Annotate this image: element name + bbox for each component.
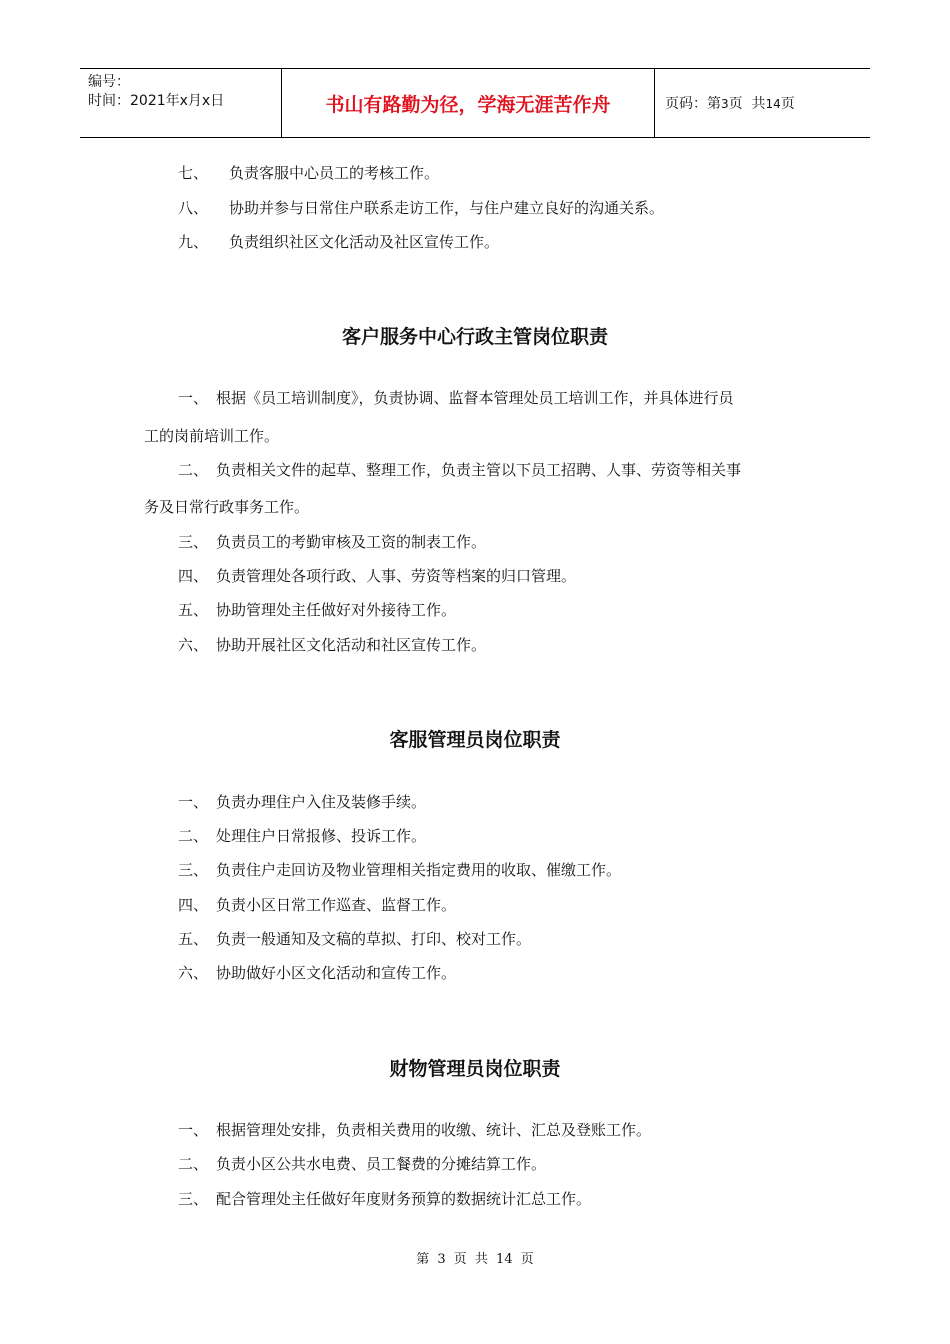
list-item: 六、 协助开展社区文化活动和社区宣传工作。 [178,636,487,654]
list-item-continuation: 务及日常行政事务工作。 [144,498,310,516]
section-title: 财物管理员岗位职责 [389,1058,561,1080]
list-item: 二、 负责相关文件的起草、整理工作，负责主管以下员工招聘、人事、劳资等相关事 [178,461,742,479]
list-item: 三、 配合管理处主任做好年度财务预算的数据统计汇总工作。 [178,1190,592,1208]
list-item: 三、 负责员工的考勤审核及工资的制表工作。 [178,533,487,551]
list-item: 一、 根据《员工培训制度》，负责协调、监督本管理处员工培训工作，并具体进行员 [178,389,734,407]
section-title: 客服管理员岗位职责 [389,729,561,751]
list-item: 四、 负责小区日常工作巡查、监督工作。 [178,896,457,914]
header-motto: 书山有路勤为径，学海无涯苦作舟 [325,93,611,116]
page-footer: 第 3 页 共 14 页 [416,1252,534,1267]
header-page-number: 页码：第3页 共14页 [665,96,795,112]
list-item: 二、 处理住户日常报修、投诉工作。 [178,827,427,845]
section-title: 客户服务中心行政主管岗位职责 [341,326,608,348]
list-item: 四、 负责管理处各项行政、人事、劳资等档案的归口管理。 [178,567,577,585]
list-item: 一、 负责办理住户入住及装修手续。 [178,793,427,811]
list-item: 一、 根据管理处安排，负责相关费用的收缴、统计、汇总及登账工作。 [178,1121,652,1139]
list-item-continuation: 工的岗前培训工作。 [144,427,280,445]
list-item: 八、 协助并参与日常住户联系走访工作，与住户建立良好的沟通关系。 [178,199,665,217]
list-item: 二、 负责小区公共水电费、员工餐费的分摊结算工作。 [178,1155,547,1173]
time-label: 时间：2021年x月x日 [88,93,225,109]
code-label: 编号： [88,74,130,90]
list-item: 五、 负责一般通知及文稿的草拟、打印、校对工作。 [178,930,532,948]
list-item: 九、 负责组织社区文化活动及社区宣传工作。 [178,233,500,251]
list-item: 三、 负责住户走回访及物业管理相关指定费用的收取、催缴工作。 [178,861,622,879]
document-header [80,68,870,138]
list-item: 六、 协助做好小区文化活动和宣传工作。 [178,964,457,982]
header-divider [654,69,655,137]
list-item: 七、 负责客服中心员工的考核工作。 [178,164,440,182]
header-meta [88,73,224,111]
list-item: 五、 协助管理处主任做好对外接待工作。 [178,601,457,619]
